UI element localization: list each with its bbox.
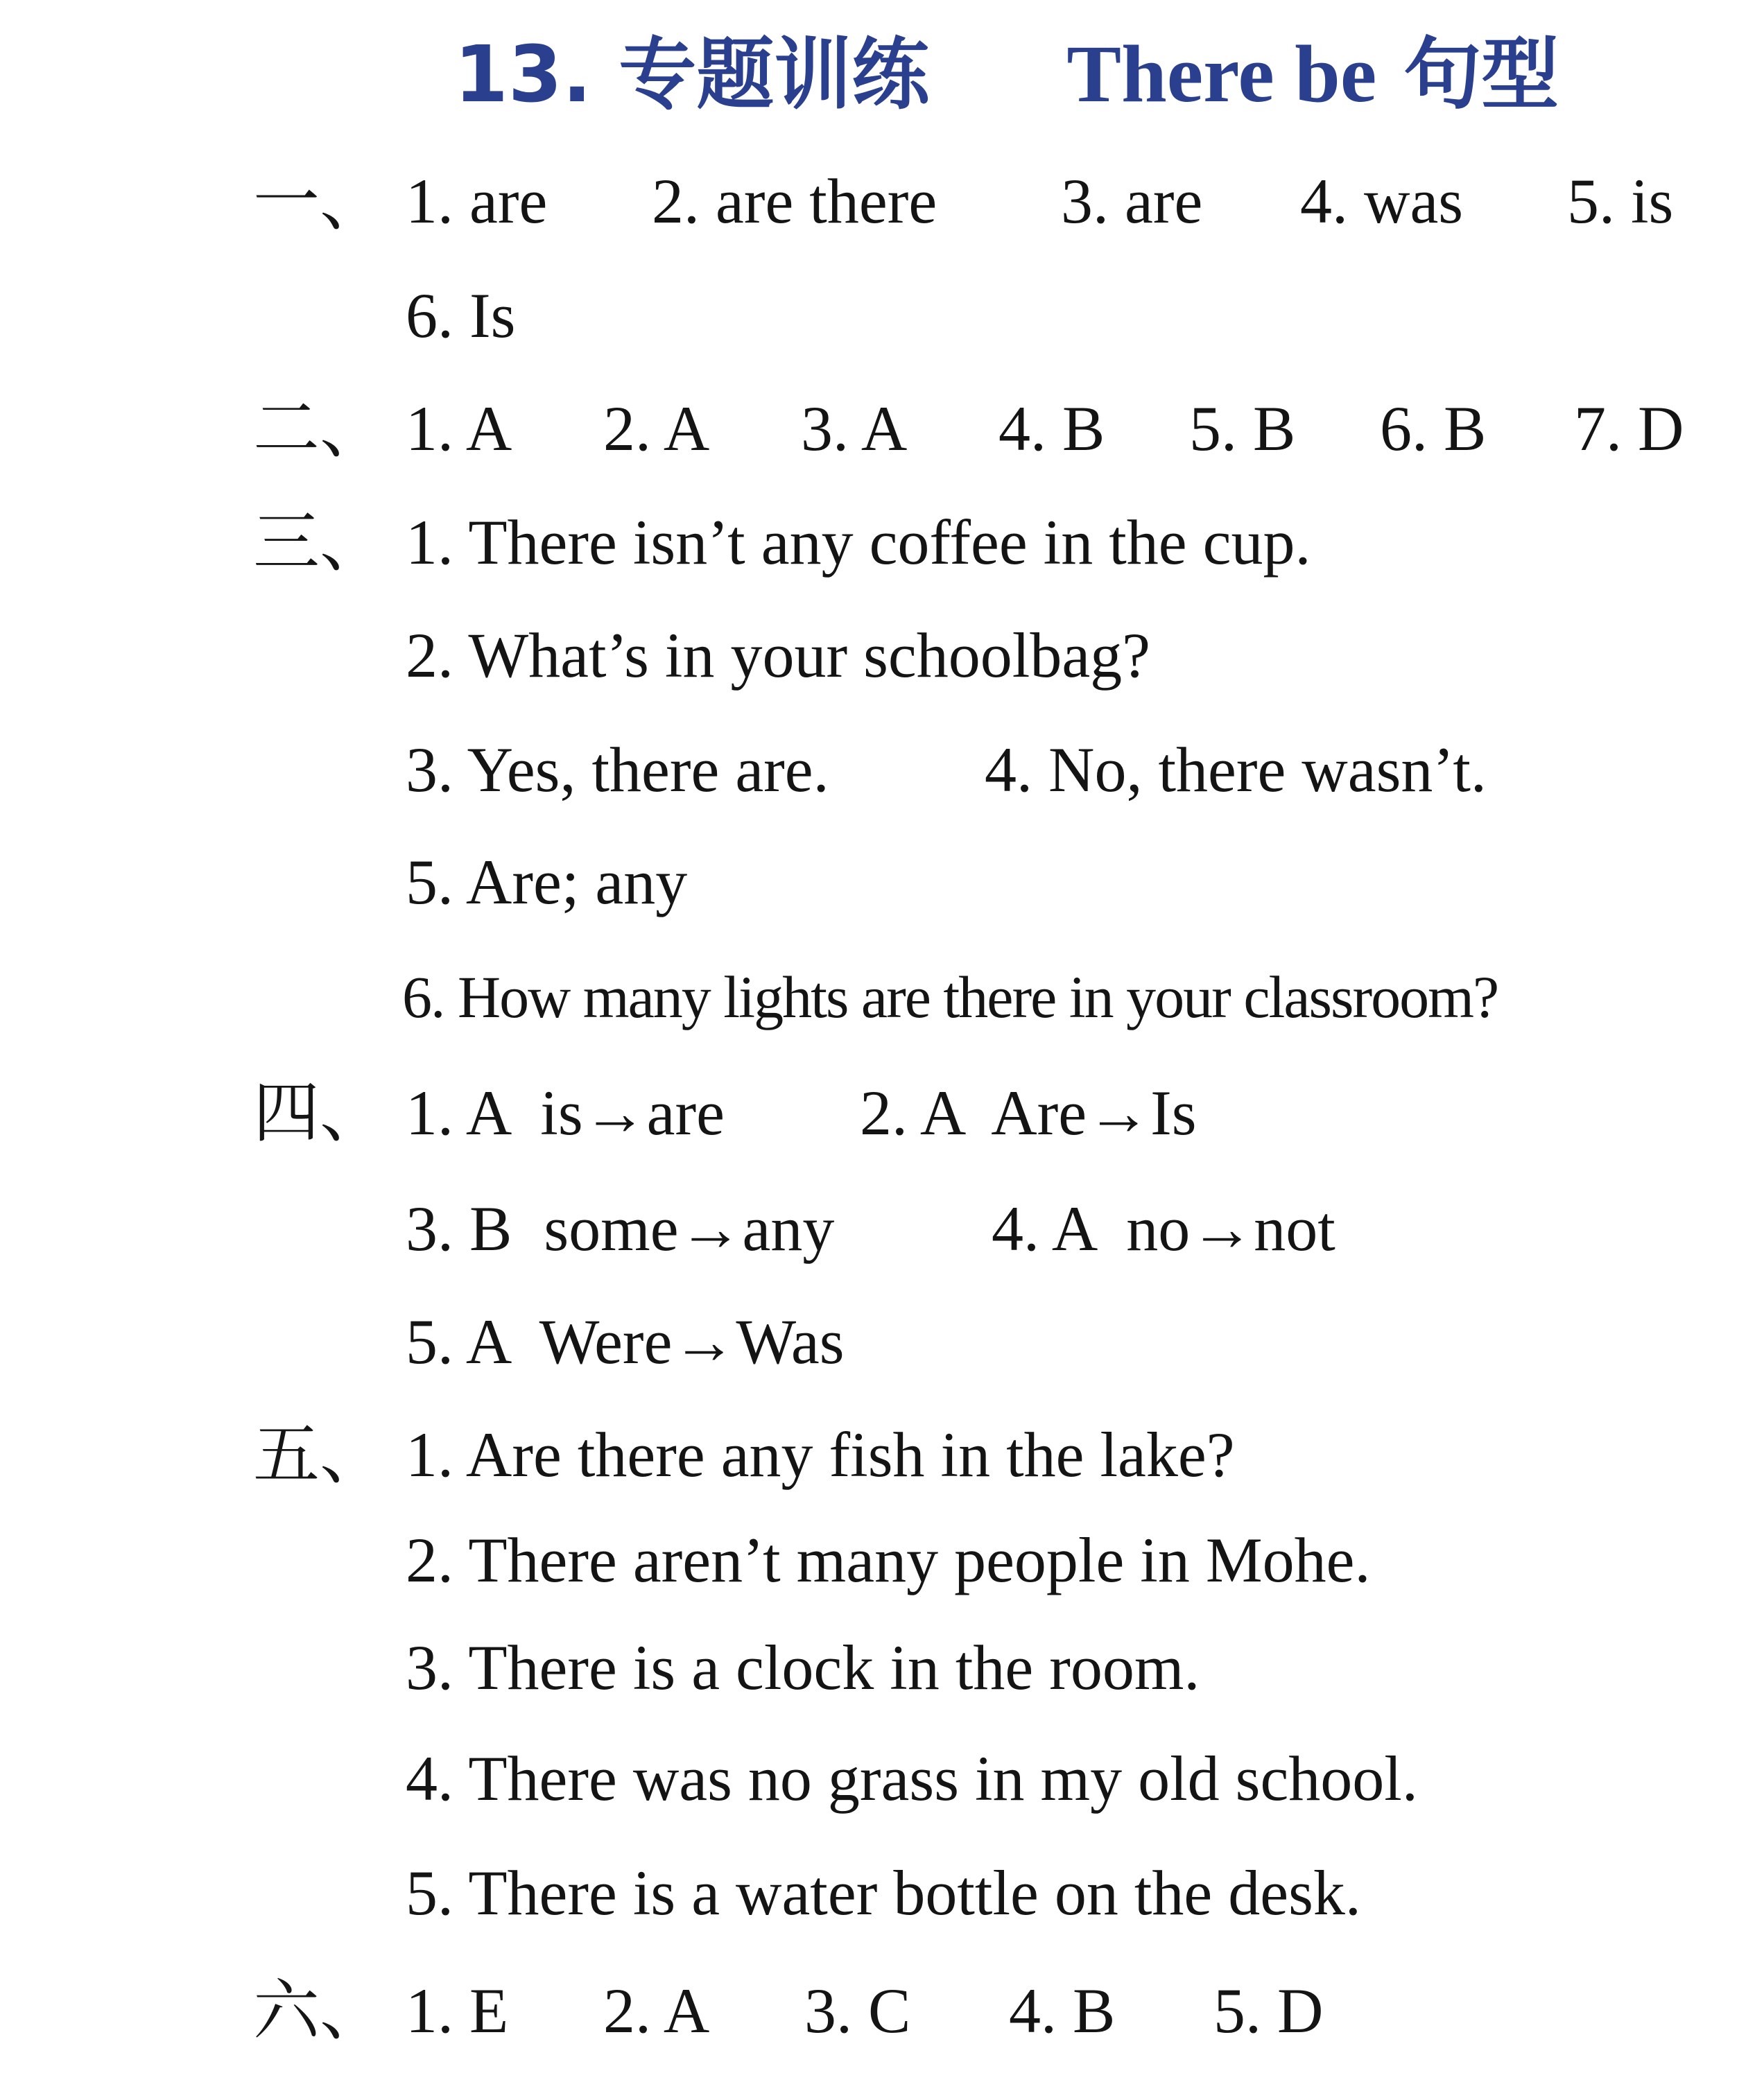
answer-row bbox=[406, 274, 515, 357]
answer-item: 3. A bbox=[801, 393, 908, 464]
answer-item: 4. B bbox=[998, 393, 1105, 464]
answer-item: 3. B some→any bbox=[406, 1193, 835, 1264]
page-title bbox=[454, 22, 1633, 126]
answer-item: 6. B bbox=[1380, 393, 1487, 464]
answer-item: 5. Are; any bbox=[406, 847, 688, 917]
answer-row bbox=[406, 1969, 1584, 2052]
answer-row bbox=[406, 728, 1654, 811]
answer-row bbox=[406, 1518, 1371, 1602]
answer-item: 7. D bbox=[1574, 393, 1684, 464]
answer-item: 1. Are there any fish in the lake? bbox=[406, 1419, 1235, 1490]
answer-item: 4. A no→not bbox=[992, 1193, 1335, 1264]
answer-item: 4. There was no grass in my old school. bbox=[406, 1743, 1418, 1814]
section-marker-3: 三、 bbox=[253, 503, 386, 581]
answer-item: 2. A bbox=[603, 393, 710, 464]
answer-row bbox=[406, 1300, 845, 1383]
answer-item: 5. A Were→Was bbox=[406, 1306, 845, 1377]
section-marker-5: 五、 bbox=[253, 1416, 386, 1493]
answer-item: 6. How many lights are there in your classroom? bbox=[402, 964, 1498, 1030]
answer-item: 2. What’s in your schoolbag? bbox=[406, 620, 1150, 691]
title-chinese-suffix: 句型 bbox=[1403, 30, 1559, 120]
answer-item: 1. A is→are bbox=[406, 1077, 725, 1148]
answer-row bbox=[406, 1187, 1654, 1270]
title-number: 13. bbox=[454, 30, 592, 120]
answer-item: 2. A bbox=[603, 1975, 710, 2046]
section-marker-6: 六、 bbox=[253, 1972, 386, 2049]
answer-item: 5. D bbox=[1213, 1975, 1324, 2046]
answer-row bbox=[406, 840, 687, 924]
answer-item: 1. There isn’t any coffee in the cup. bbox=[406, 507, 1311, 578]
answer-item: 5. B bbox=[1189, 393, 1296, 464]
answer-item: 5. There is a water bottle on the desk. bbox=[406, 1857, 1361, 1928]
title-chinese: 专题训练 bbox=[619, 30, 930, 120]
answer-item: 4. B bbox=[1009, 1975, 1116, 2046]
answer-item: 2. There aren’t many people in Mohe. bbox=[406, 1525, 1371, 1595]
answer-row bbox=[406, 1626, 1200, 1709]
answer-row bbox=[406, 159, 1723, 243]
answer-item: 4. No, there wasn’t. bbox=[985, 734, 1487, 805]
answer-item: 2. A Are→Is bbox=[860, 1077, 1197, 1148]
answer-item: 5. is bbox=[1567, 166, 1674, 236]
answer-row bbox=[406, 1071, 1654, 1154]
answer-item: 1. are bbox=[406, 166, 548, 236]
answer-item: 3. There is a clock in the room. bbox=[406, 1632, 1200, 1703]
answer-row bbox=[406, 387, 1723, 470]
answer-row bbox=[406, 501, 1311, 584]
section-marker-2: 二、 bbox=[253, 390, 386, 467]
answer-item: 4. was bbox=[1300, 166, 1464, 236]
answer-row bbox=[406, 1413, 1235, 1496]
answer-item: 3. C bbox=[804, 1975, 911, 2046]
answer-item: 1. A bbox=[406, 393, 512, 464]
answer-item: 6. Is bbox=[406, 280, 516, 351]
answer-item: 3. Yes, there are. bbox=[406, 734, 829, 805]
title-english: There be bbox=[1066, 28, 1377, 119]
section-marker-4: 四、 bbox=[253, 1074, 386, 1152]
answer-row bbox=[406, 1737, 1418, 1820]
answer-item: 3. are bbox=[1061, 166, 1203, 236]
answer-row bbox=[406, 1851, 1361, 1934]
answer-item: 2. are there bbox=[652, 166, 937, 236]
section-marker-1: 一、 bbox=[253, 162, 386, 240]
answer-item: 1. E bbox=[406, 1975, 509, 2046]
answer-row bbox=[406, 614, 1150, 697]
answer-row bbox=[402, 955, 1498, 1039]
